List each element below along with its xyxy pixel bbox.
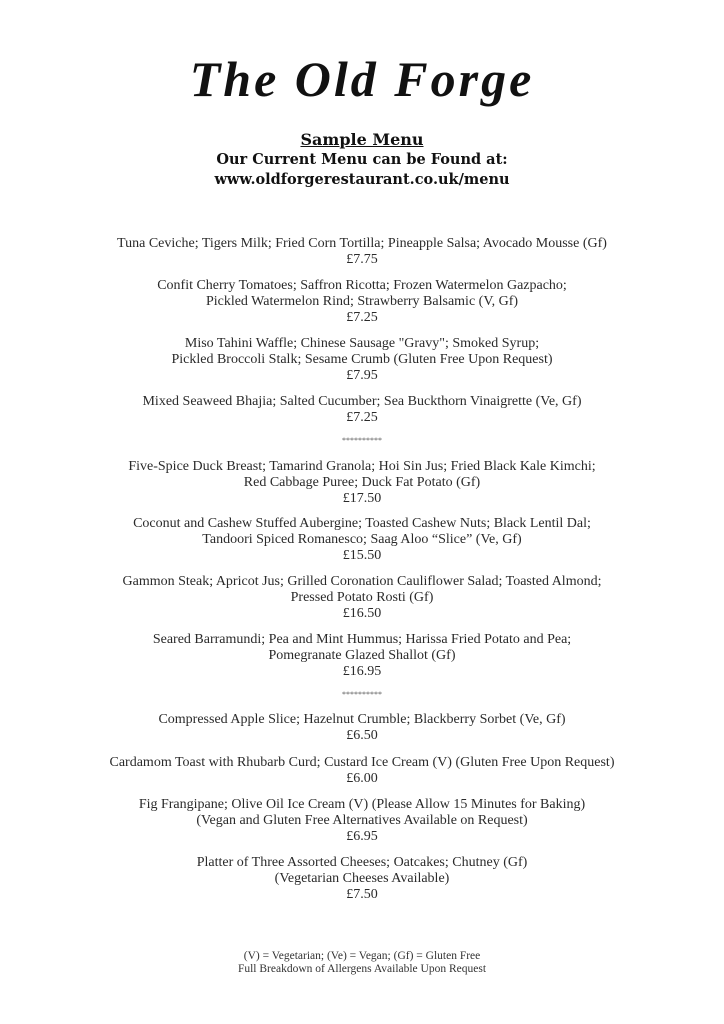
menu-item-starter	[0, 278, 724, 326]
item-description: Five-Spice Duck Breast; Tamarind Granola; Hoi Sin Jus; Fried Black Kale Kimchi;	[128, 459, 596, 474]
item-description: Confit Cherry Tomatoes; Saffron Ricotta; Frozen Watermelon Gazpacho;	[157, 278, 567, 293]
item-description: Platter of Three Assorted Cheeses; Oatcakes; Chutney (Gf)	[196, 855, 528, 870]
item-price: £6.00	[346, 771, 378, 786]
item-description: Pomegranate Glazed Shallot (Gf)	[268, 648, 456, 663]
section-separator: **********	[342, 690, 382, 699]
item-price: £15.50	[342, 548, 382, 563]
menu-item-dessert	[0, 855, 724, 903]
menu-item-dessert	[0, 797, 724, 845]
item-description: Pickled Watermelon Rind; Strawberry Balsamic (V, Gf)	[205, 294, 519, 309]
current-menu-note: Our Current Menu can be Found at:	[216, 151, 508, 168]
item-price: £7.50	[346, 887, 378, 902]
item-description: Seared Barramundi; Pea and Mint Hummus; Harissa Fried Potato and Pea;	[152, 632, 572, 647]
restaurant-title: The Old Forge	[189, 51, 535, 107]
allergen-note: Full Breakdown of Allergens Available Upon Request	[237, 963, 487, 975]
item-price: £6.50	[346, 728, 378, 743]
item-price: £17.50	[342, 491, 382, 506]
item-price: £7.25	[346, 310, 378, 325]
item-description: Mixed Seaweed Bhajia; Salted Cucumber; Sea Buckthorn Vinaigrette (Ve, Gf)	[142, 394, 582, 409]
menu-subheader	[0, 130, 724, 190]
item-description: Fig Frangipane; Olive Oil Ice Cream (V) (Please Allow 15 Minutes for Baking)	[138, 797, 586, 812]
item-description: Coconut and Cashew Stuffed Aubergine; Toasted Cashew Nuts; Black Lentil Dal;	[133, 516, 591, 531]
item-price: £7.95	[346, 368, 378, 383]
item-price: £16.50	[342, 606, 382, 621]
item-price: £7.75	[346, 252, 378, 267]
item-price: £6.95	[346, 829, 378, 844]
item-description: Tandoori Spiced Romanesco; Saag Aloo “Slice” (Ve, Gf)	[202, 532, 522, 547]
menu-item-main	[0, 516, 724, 564]
dietary-key: (V) = Vegetarian; (Ve) = Vegan; (Gf) = Gluten Free	[243, 950, 481, 962]
item-description: Gammon Steak; Apricot Jus; Grilled Coronation Cauliflower Salad; Toasted Almond;	[122, 574, 602, 589]
menu-item-starter	[0, 394, 724, 426]
item-description: Pressed Potato Rosti (Gf)	[290, 590, 434, 605]
item-description: Miso Tahini Waffle; Chinese Sausage "Gravy"; Smoked Syrup;	[184, 336, 540, 351]
item-description: Cardamom Toast with Rhubarb Curd; Custard Ice Cream (V) (Gluten Free Upon Request)	[109, 755, 615, 770]
menu-item-starter	[0, 336, 724, 384]
item-description: Compressed Apple Slice; Hazelnut Crumble; Blackberry Sorbet (Ve, Gf)	[158, 712, 566, 727]
item-description: (Vegan and Gluten Free Alternatives Available on Request)	[196, 813, 528, 828]
menu-item-main	[0, 459, 724, 507]
item-description: Red Cabbage Puree; Duck Fat Potato (Gf)	[243, 475, 481, 490]
item-description: Tuna Ceviche; Tigers Milk; Fried Corn Tortilla; Pineapple Salsa; Avocado Mousse (Gf)	[117, 236, 607, 251]
menu-item-starter	[0, 236, 724, 268]
item-price: £16.95	[342, 664, 382, 679]
menu-footer	[0, 950, 724, 976]
menu-url: www.oldforgerestaurant.co.uk/menu	[214, 171, 510, 188]
sample-menu-heading: Sample Menu	[300, 130, 424, 149]
item-description: (Vegetarian Cheeses Available)	[274, 871, 450, 886]
item-description: Pickled Broccoli Stalk; Sesame Crumb (Gluten Free Upon Request)	[171, 352, 553, 367]
item-price: £7.25	[346, 410, 378, 425]
section-separator: **********	[342, 436, 382, 445]
menu-item-dessert	[0, 755, 724, 787]
menu-item-main	[0, 574, 724, 622]
menu-item-dessert	[0, 712, 724, 744]
menu-item-main	[0, 632, 724, 680]
